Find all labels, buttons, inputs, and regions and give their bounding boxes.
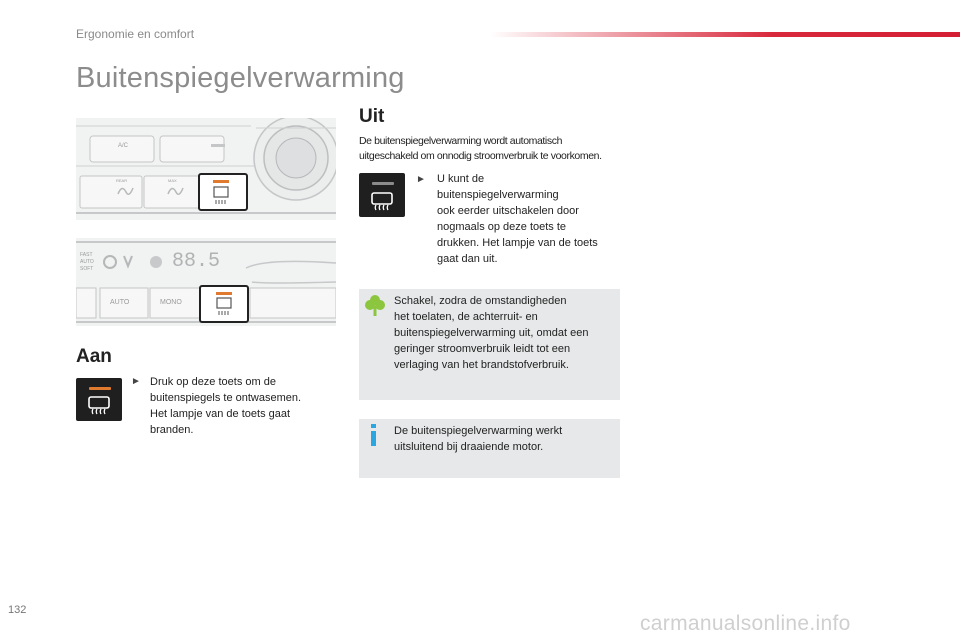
uit-text xyxy=(437,171,627,267)
rear-label: REAR xyxy=(116,178,128,183)
mirror-defrost-icon xyxy=(370,191,394,211)
page-title: Buitenspiegelverwarming xyxy=(76,62,405,94)
uit-intro-line: De buitenspiegelverwarming wordt automatisch xyxy=(359,135,563,147)
defrost-button-off-icon xyxy=(359,173,405,217)
eco-tip-line: het toelaten, de achterruit- en xyxy=(394,311,538,323)
page-number: 132 xyxy=(8,604,27,616)
led-on-indicator xyxy=(89,387,111,390)
defrost-button-on-icon xyxy=(76,378,122,421)
uit-intro xyxy=(359,134,629,164)
aan-text-line: branden. xyxy=(150,424,194,436)
info-line: uitsluitend bij draaiende motor. xyxy=(394,441,544,453)
aan-text xyxy=(150,374,340,438)
control-panel-top-drawing xyxy=(76,118,336,220)
temperature-display: 88.5 xyxy=(172,250,221,273)
uit-text-line: U kunt de xyxy=(437,173,485,185)
eco-tip-line: verlaging van het brandstofverbruik. xyxy=(394,359,569,371)
uit-text-line: buitenspiegelverwarming xyxy=(437,189,559,201)
eco-tip-line: geringer stroomverbruik leidt tot een xyxy=(394,343,571,355)
watermark: carmanualsonline.info xyxy=(640,612,851,635)
eco-tip-line: Schakel, zodra de omstandigheden xyxy=(394,295,567,307)
soft-label: SOFT xyxy=(80,266,94,272)
mirror-defrost-icon xyxy=(87,395,111,415)
ac-label: A/C xyxy=(118,143,129,149)
aan-text-line: Druk op deze toets om de xyxy=(150,376,276,388)
fast-label: FAST xyxy=(80,252,93,258)
eco-tip-text xyxy=(394,293,618,373)
uit-text-line: gaat dan uit. xyxy=(437,253,498,265)
info-icon xyxy=(369,424,379,446)
uit-text-line: ook eerder uitschakelen door xyxy=(437,205,579,217)
control-panel-bottom-illustration xyxy=(76,238,336,326)
aan-text-line: Het lampje van de toets gaat xyxy=(150,408,291,420)
auto-mode-label: AUTO xyxy=(80,259,94,265)
info-line: De buitenspiegelverwarming werkt xyxy=(394,425,563,437)
aan-text-line: buitenspiegels te ontwasemen. xyxy=(150,392,302,404)
uit-intro-line: uitgeschakeld om onnodig stroomverbruik te voorkomen. xyxy=(359,150,602,162)
aan-bullet: ► xyxy=(131,376,141,387)
leaf-icon xyxy=(365,294,385,316)
header-accent-bar xyxy=(490,32,960,37)
uit-bullet: ► xyxy=(416,174,426,185)
mono-button-label: MONO xyxy=(160,299,182,306)
uit-text-line: nogmaals op deze toets te xyxy=(437,221,567,233)
uit-text-line: drukken. Het lampje van de toets xyxy=(437,237,598,249)
uit-heading: Uit xyxy=(359,106,385,127)
max-label: MAX xyxy=(168,178,177,183)
info-text xyxy=(394,423,614,455)
info-box xyxy=(359,419,620,478)
eco-tip-line: buitenspiegelverwarming uit, omdat een xyxy=(394,327,589,339)
section-label: Ergonomie en comfort xyxy=(76,27,195,41)
led-off-indicator xyxy=(372,182,394,185)
aan-heading: Aan xyxy=(76,346,112,367)
eco-tip-box xyxy=(359,289,620,400)
control-panel-top-illustration xyxy=(76,118,336,220)
auto-button-label: AUTO xyxy=(110,299,130,306)
